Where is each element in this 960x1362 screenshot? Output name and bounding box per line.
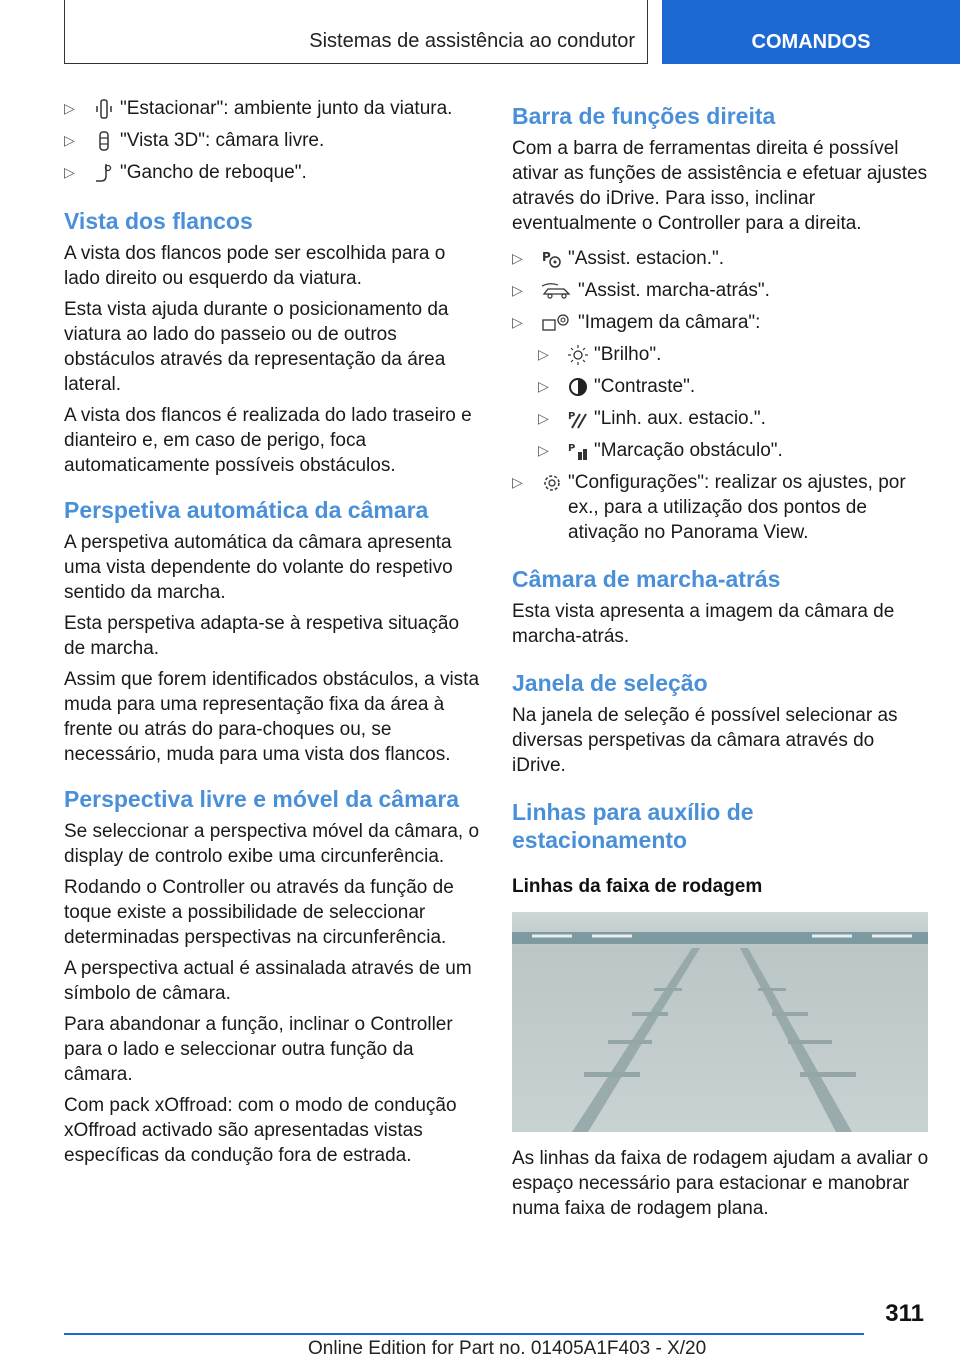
section-heading: Perspetiva automática da câmara: [64, 497, 429, 523]
paragraph: Com a barra de ferramentas direita é possível ativar as funções de assistência e efetuar ajustes através do iDrive. Para isso, inclinar eventualmente o Controller para a direita.: [512, 138, 928, 234]
section-heading: Barra de funções direita: [512, 103, 776, 129]
paragraph: Esta vista apresenta a imagem da câmara de marcha-atrás.: [512, 601, 895, 647]
bullet-text: "Gancho de reboque".: [120, 162, 307, 183]
triangle-bullet-icon: ▷: [538, 346, 549, 362]
header-section-title: Sistemas de assistência ao condutor: [309, 30, 635, 52]
svg-text:P: P: [568, 443, 576, 454]
parking-assist-icon: [540, 248, 564, 270]
list-item: [64, 128, 484, 153]
obstacle-marking-icon: [566, 440, 590, 462]
triangle-bullet-icon: ▷: [64, 164, 75, 180]
triangle-bullet-icon: ▷: [538, 410, 549, 426]
header-section-box: [64, 0, 648, 64]
svg-text:P: P: [568, 411, 576, 422]
bullet-text: "Contraste".: [594, 376, 696, 397]
triangle-bullet-icon: ▷: [64, 132, 75, 148]
paragraph: Esta vista ajuda durante o posicionamento da viatura ao lado do passeio ou de outros obstáculos através da representação da área lateral.: [64, 299, 449, 395]
paragraph: A perspetiva automática da câmara apresenta uma vista dependente do volante do respetivo sentido da marcha.: [64, 532, 453, 603]
triangle-bullet-icon: ▷: [538, 378, 549, 394]
list-item: [538, 438, 932, 463]
list-item: [538, 342, 932, 367]
bullet-text: "Marcação obstáculo".: [594, 440, 783, 461]
bullet-text: "Estacionar": ambiente junto da viatura.: [120, 98, 453, 119]
section-heading: Janela de seleção: [512, 670, 708, 696]
road-lane-lines-image: [512, 912, 928, 1132]
paragraph: Rodando o Controller ou através da função de toque existe a possibilidade de seleccionar determinadas perspectivas na circunferência.: [64, 877, 454, 948]
list-item: [512, 278, 932, 303]
bullet-text: "Configurações": realizar os ajustes, por ex., para a utilização dos pontos de ativação no Panorama View.: [568, 472, 906, 543]
svg-text:P: P: [542, 250, 551, 264]
tow-hook-icon: [92, 162, 116, 184]
contrast-icon: [566, 376, 590, 398]
paragraph: As linhas da faixa de rodagem ajudam a avaliar o espaço necessário para estacionar e manobrar numa faixa de rodagem plana.: [512, 1148, 929, 1219]
paragraph: Assim que forem identificados obstáculos, a vista muda para uma representação fixa da área à frente ou atrás do para-choques ou, se necessário, muda para uma vista dos flancos.: [64, 669, 480, 765]
parking-lines-icon: [566, 408, 590, 430]
bullet-text: "Assist. marcha-atrás".: [578, 280, 770, 301]
paragraph: Na janela de seleção é possível selecionar as diversas perspetivas da câmara através do iDrive.: [512, 705, 898, 776]
section-heading: Vista dos flancos: [64, 208, 253, 234]
triangle-bullet-icon: ▷: [512, 314, 523, 330]
section-heading: Câmara de marcha-atrás: [512, 566, 781, 592]
left-column: [64, 96, 484, 1174]
bullet-text: "Brilho".: [594, 344, 662, 365]
section-heading: Linhas para auxílio de estacionamento: [512, 799, 754, 853]
list-item: [64, 96, 484, 121]
triangle-bullet-icon: ▷: [512, 282, 523, 298]
gear-icon: [540, 472, 564, 494]
triangle-bullet-icon: ▷: [512, 474, 523, 490]
camera-settings-icon: [540, 312, 574, 334]
footer-edition: Online Edition for Part no. 01405A1F403 - X/20: [308, 1338, 707, 1359]
paragraph: Com pack xOffroad: com o modo de condução xOffroad activado são apresentadas vistas específicas da condução fora de estrada.: [64, 1095, 457, 1166]
list-item: [512, 470, 932, 545]
footer-divider: [64, 1333, 864, 1335]
brightness-icon: [566, 344, 590, 366]
paragraph: A vista dos flancos é realizada do lado traseiro e dianteiro e, em caso de perigo, foca automaticamente possíveis obstáculos.: [64, 405, 472, 476]
paragraph: Para abandonar a função, inclinar o Controller para o lado e seleccionar outra função da câmara.: [64, 1014, 453, 1085]
paragraph: Se seleccionar a perspectiva móvel da câmara, o display de controlo exibe uma circunferência.: [64, 821, 480, 867]
paragraph: A vista dos flancos pode ser escolhida para o lado direito ou esquerdo da viatura.: [64, 243, 446, 289]
bullet-text: "Linh. aux. estacio.".: [594, 408, 766, 429]
car-3d-icon: [92, 130, 116, 152]
paragraph: Esta perspetiva adapta-se à respetiva situação de marcha.: [64, 613, 460, 659]
header-chapter-tab[interactable]: [662, 0, 960, 64]
subsection-heading: Linhas da faixa de rodagem: [512, 876, 763, 897]
bullet-text: "Imagem da câmara":: [578, 312, 761, 333]
triangle-bullet-icon: ▷: [512, 250, 523, 266]
list-item: [538, 406, 932, 431]
reverse-assist-icon: [540, 280, 574, 302]
section-heading: Perspectiva livre e móvel da câmara: [64, 786, 460, 812]
bullet-text: "Assist. estacion.".: [568, 248, 725, 269]
parking-ambient-icon: [92, 98, 116, 120]
triangle-bullet-icon: ▷: [538, 442, 549, 458]
list-item: [64, 160, 484, 185]
header-chapter-label: COMANDOS: [751, 31, 871, 53]
list-item: [512, 246, 932, 271]
triangle-bullet-icon: ▷: [64, 100, 75, 116]
bullet-text: "Vista 3D": câmara livre.: [120, 130, 325, 151]
list-item: [538, 374, 932, 399]
paragraph: A perspectiva actual é assinalada através de um símbolo de câmara.: [64, 958, 472, 1004]
page-number: 311: [885, 1300, 924, 1327]
list-item: [512, 310, 932, 335]
right-column: [512, 96, 932, 1227]
